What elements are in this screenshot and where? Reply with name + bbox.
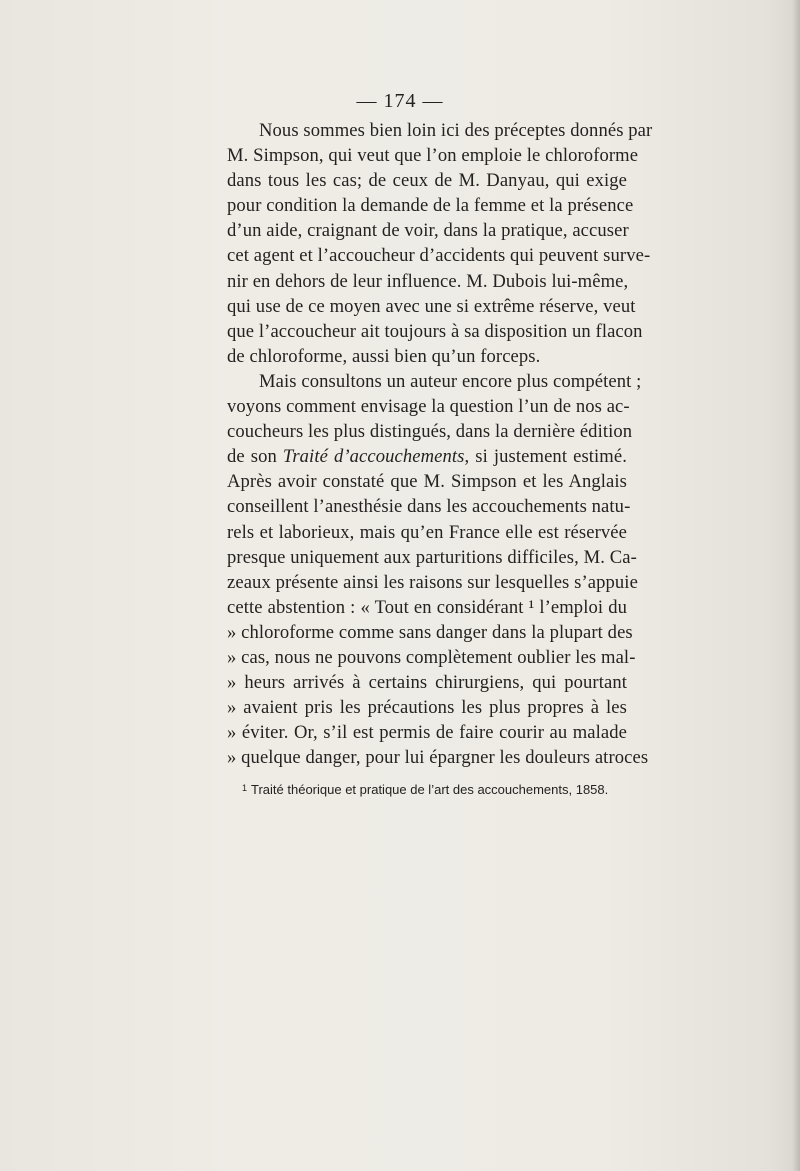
text-line: » chloroforme comme sans danger dans la plupart des bbox=[227, 621, 633, 643]
text-line: » avaient pris les précautions les plus propres à les bbox=[227, 697, 627, 719]
text-line: Nous sommes bien loin ici des préceptes donnés par bbox=[259, 120, 653, 141]
body-text bbox=[227, 118, 653, 770]
book-title-italic: Traité d’accouchements bbox=[282, 446, 465, 468]
page-number: — 174 — bbox=[356, 90, 444, 112]
text-line: voyons comment envisage la question l’un de nos ac- bbox=[227, 396, 630, 418]
text-line: cette abstention : « Tout en considérant ¹ l’emploi du bbox=[227, 596, 627, 618]
page-edge-shadow bbox=[792, 0, 800, 1171]
text-line: nir en dehors de leur influence. M. Dubois lui-même, bbox=[227, 270, 629, 292]
text-line-rest: , si justement estimé. bbox=[464, 446, 627, 468]
text-line: pour condition la demande de la femme et la présence bbox=[227, 195, 634, 217]
text-line: que l’accoucheur ait toujours à sa disposition un flacon bbox=[227, 320, 643, 342]
footnote-text: Traité théorique et pratique de l’art des accouchements, 1858. bbox=[251, 782, 609, 797]
text-line bbox=[227, 444, 627, 469]
text-line: zeaux présente ainsi les raisons sur lesquelles s’appuie bbox=[227, 571, 638, 593]
text-line: Mais consultons un auteur encore plus compétent ; bbox=[259, 370, 642, 392]
text-line: M. Simpson, qui veut que l’on emploie le chloroforme bbox=[227, 145, 639, 167]
text-line-prefix: de son bbox=[227, 446, 283, 468]
text-line: cet agent et l’accoucheur d’accidents qui peuvent surve- bbox=[227, 245, 651, 267]
text-line: » heurs arrivés à certains chirurgiens, qui pourtant bbox=[227, 672, 627, 694]
text-line: » cas, nous ne pouvons complètement oublier les mal- bbox=[227, 646, 636, 668]
text-line: d’un aide, craignant de voir, dans la pratique, accuser bbox=[227, 220, 629, 242]
text-line: conseillent l’anesthésie dans les accouchements natu- bbox=[227, 496, 631, 518]
text-line: » éviter. Or, s’il est permis de faire courir au malade bbox=[227, 722, 627, 744]
text-line: qui use de ce moyen avec une si extrême réserve, veut bbox=[227, 295, 636, 317]
footnote-marker: 1 bbox=[242, 783, 248, 793]
text-line: Après avoir constaté que M. Simpson et les Anglais bbox=[227, 471, 627, 493]
footnote bbox=[242, 782, 642, 797]
text-line: de chloroforme, aussi bien qu’un forceps. bbox=[227, 345, 541, 367]
text-line: rels et laborieux, mais qu’en France elle est réservée bbox=[227, 521, 627, 543]
text-line: dans tous les cas; de ceux de M. Danyau, qui exige bbox=[227, 170, 627, 192]
text-line: » quelque danger, pour lui épargner les douleurs atroces bbox=[227, 747, 649, 769]
text-line: presque uniquement aux parturitions difficiles, M. Ca- bbox=[227, 546, 637, 568]
text-line: coucheurs les plus distingués, dans la dernière édition bbox=[227, 421, 633, 443]
